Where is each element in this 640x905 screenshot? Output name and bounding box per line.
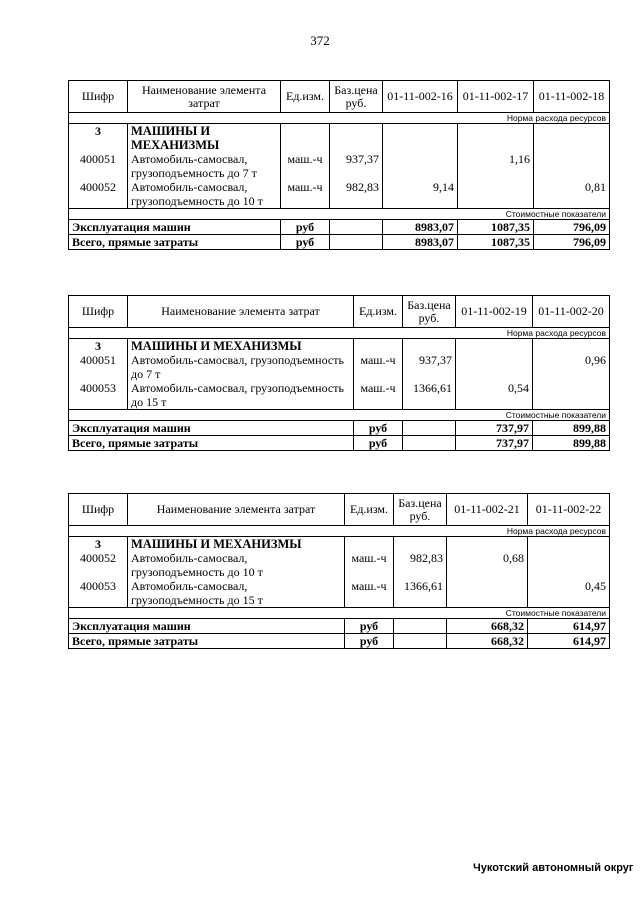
- header-col-2: 01-11-002-17: [458, 81, 534, 113]
- header-unit: Ед.изм.: [345, 494, 394, 526]
- header-price: Баз.цена руб.: [394, 494, 447, 526]
- item-price: 982,83: [330, 180, 383, 209]
- table-row: [69, 180, 610, 209]
- total-label: Эксплуатация машин: [69, 421, 354, 436]
- total-row: [69, 235, 610, 250]
- item-value: [456, 353, 533, 381]
- item-name: Автомобиль-самосвал, грузоподъемность до 10 т: [128, 551, 345, 579]
- header-name: Наименование элемента затрат: [128, 81, 281, 113]
- item-code: 400051: [69, 152, 128, 180]
- total-row: [69, 619, 610, 634]
- item-code: 400052: [69, 180, 128, 209]
- section-code: 3: [69, 537, 128, 552]
- item-value: 0,45: [528, 579, 610, 608]
- total-label: Эксплуатация машин: [69, 220, 281, 235]
- total-value: 8983,07: [383, 235, 458, 250]
- header-code: Шифр: [69, 494, 128, 526]
- total-row: [69, 421, 610, 436]
- resource-table-2: [68, 295, 610, 451]
- section-code: 3: [69, 339, 128, 354]
- item-value: 0,54: [456, 381, 533, 410]
- total-value: 899,88: [533, 436, 610, 451]
- table-header-row: [69, 81, 610, 113]
- header-col-1: 01-11-002-21: [447, 494, 528, 526]
- item-value: [533, 381, 610, 410]
- total-label: Всего, прямые затраты: [69, 436, 354, 451]
- total-value: 1087,35: [458, 235, 534, 250]
- item-price: 937,37: [330, 152, 383, 180]
- total-value: 614,97: [528, 619, 610, 634]
- header-col-1: 01-11-002-16: [383, 81, 458, 113]
- item-value: [534, 152, 610, 180]
- item-unit: маш.-ч: [281, 152, 330, 180]
- total-row: [69, 436, 610, 451]
- section-row: [69, 339, 610, 354]
- item-price: 1366,61: [394, 579, 447, 608]
- table-row: [69, 152, 610, 180]
- item-code: 400052: [69, 551, 128, 579]
- item-name: Автомобиль-самосвал, грузоподъемность до 10 т: [128, 180, 281, 209]
- header-col-2: 01-11-002-22: [528, 494, 610, 526]
- item-code: 400051: [69, 353, 128, 381]
- cost-label: Стоимостные показатели: [69, 209, 610, 220]
- table-row: [69, 353, 610, 381]
- item-unit: маш.-ч: [345, 579, 394, 608]
- resource-table-3: [68, 493, 610, 649]
- total-label: Эксплуатация машин: [69, 619, 345, 634]
- item-value: 0,81: [534, 180, 610, 209]
- total-value: 668,32: [447, 619, 528, 634]
- total-label: Всего, прямые затраты: [69, 235, 281, 250]
- header-code: Шифр: [69, 81, 128, 113]
- total-value: 796,09: [534, 235, 610, 250]
- norm-label: Норма расхода ресурсов: [69, 328, 610, 339]
- header-col-3: 01-11-002-18: [534, 81, 610, 113]
- item-value: [528, 551, 610, 579]
- header-col-1: 01-11-002-19: [456, 296, 533, 328]
- section-name: МАШИНЫ И МЕХАНИЗМЫ: [128, 537, 345, 552]
- item-value: [383, 152, 458, 180]
- total-value: 796,09: [534, 220, 610, 235]
- total-unit: руб: [345, 619, 394, 634]
- section-code: 3: [69, 124, 128, 153]
- section-row: [69, 537, 610, 552]
- total-label: Всего, прямые затраты: [69, 634, 345, 649]
- item-value: [458, 180, 534, 209]
- item-value: [447, 579, 528, 608]
- cost-label: Стоимостные показатели: [69, 608, 610, 619]
- item-price: 937,37: [403, 353, 456, 381]
- total-unit: руб: [354, 421, 403, 436]
- item-name: Автомобиль-самосвал, грузоподъемность до 7 т: [128, 152, 281, 180]
- header-price: Баз.цена руб.: [403, 296, 456, 328]
- table-row: [69, 381, 610, 410]
- table-row: [69, 579, 610, 608]
- page-number: 372: [310, 33, 330, 48]
- section-name: МАШИНЫ И МЕХАНИЗМЫ: [128, 124, 281, 153]
- header-name: Наименование элемента затрат: [128, 494, 345, 526]
- item-name: Автомобиль-самосвал, грузоподъемность до 15 т: [128, 579, 345, 608]
- item-value: 0,96: [533, 353, 610, 381]
- header-col-2: 01-11-002-20: [533, 296, 610, 328]
- total-value: 614,97: [528, 634, 610, 649]
- item-name: Автомобиль-самосвал, грузоподъемность до 7 т: [128, 353, 354, 381]
- total-unit: руб: [281, 235, 330, 250]
- item-unit: маш.-ч: [354, 353, 403, 381]
- header-price: Баз.цена руб.: [330, 81, 383, 113]
- item-unit: маш.-ч: [345, 551, 394, 579]
- section-name: МАШИНЫ И МЕХАНИЗМЫ: [128, 339, 354, 354]
- total-row: [69, 220, 610, 235]
- item-value: 9,14: [383, 180, 458, 209]
- item-price: 982,83: [394, 551, 447, 579]
- total-value: 737,97: [456, 421, 533, 436]
- table-header-row: [69, 494, 610, 526]
- item-value: 0,68: [447, 551, 528, 579]
- total-value: 668,32: [447, 634, 528, 649]
- norm-label: Норма расхода ресурсов: [69, 526, 610, 537]
- table-row: [69, 551, 610, 579]
- header-name: Наименование элемента затрат: [128, 296, 354, 328]
- norm-label: Норма расхода ресурсов: [69, 113, 610, 124]
- total-value: 899,88: [533, 421, 610, 436]
- header-unit: Ед.изм.: [281, 81, 330, 113]
- total-unit: руб: [354, 436, 403, 451]
- total-value: 8983,07: [383, 220, 458, 235]
- resource-table-1: [68, 80, 610, 250]
- header-unit: Ед.изм.: [354, 296, 403, 328]
- section-row: [69, 124, 610, 153]
- header-code: Шифр: [69, 296, 128, 328]
- item-code: 400053: [69, 381, 128, 410]
- item-unit: маш.-ч: [354, 381, 403, 410]
- total-unit: руб: [281, 220, 330, 235]
- total-value: 1087,35: [458, 220, 534, 235]
- item-code: 400053: [69, 579, 128, 608]
- item-name: Автомобиль-самосвал, грузоподъемность до 15 т: [128, 381, 354, 410]
- item-unit: маш.-ч: [281, 180, 330, 209]
- item-price: 1366,61: [403, 381, 456, 410]
- cost-label: Стоимостные показатели: [69, 410, 610, 421]
- total-unit: руб: [345, 634, 394, 649]
- total-row: [69, 634, 610, 649]
- footer-region: Чукотский автономный округ: [473, 862, 634, 874]
- item-value: 1,16: [458, 152, 534, 180]
- total-value: 737,97: [456, 436, 533, 451]
- table-header-row: [69, 296, 610, 328]
